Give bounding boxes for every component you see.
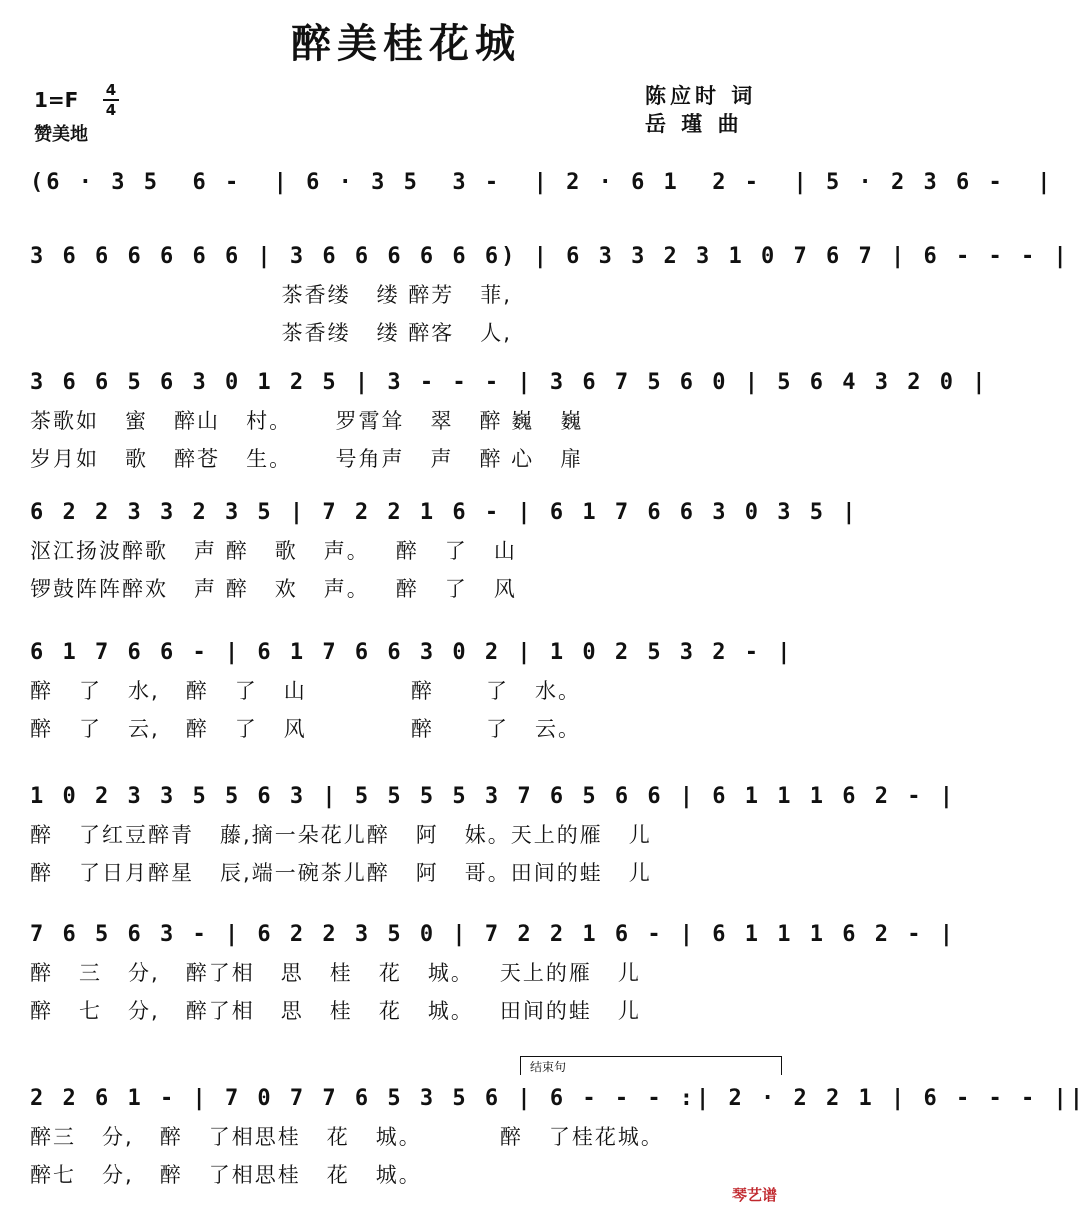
tempo-marking: 赞美地 bbox=[34, 124, 88, 145]
composer-credit: 岳 瑾 曲 bbox=[645, 112, 743, 136]
watermark-logo: 琴艺谱 bbox=[732, 1186, 778, 1204]
meter-top: 4 bbox=[105, 81, 117, 99]
song-title: 醉美桂花城 bbox=[291, 21, 521, 67]
lyric-line: 醉七 分, 醉 了相思桂 花 城。 bbox=[30, 1163, 422, 1187]
score-system bbox=[30, 236, 1070, 352]
lyric-line: 醉 了红豆醉青 藤,摘一朵花儿醉 阿 妹。天上的雁 儿 bbox=[30, 823, 652, 847]
lyric-line: 醉三 分, 醉 了相思桂 花 城。 醉 了桂花城。 bbox=[30, 1125, 664, 1149]
notation-line: 3 6 6 6 6 6 6 | 3 6 6 6 6 6 6) | 6 3 3 2 3 1 0 7 6 7 | 6 - - - | bbox=[30, 243, 1070, 269]
score-system bbox=[30, 914, 956, 1030]
score-system bbox=[30, 362, 989, 478]
ending-label: 结束句 bbox=[530, 1060, 567, 1074]
lyricist-credit: 陈应时 词 bbox=[645, 84, 757, 108]
time-signature bbox=[100, 82, 122, 118]
lyric-line: 茶歌如 蜜 醉山 村。 罗霄耸 翠 醉 巍 巍 bbox=[30, 409, 584, 433]
lyric-line: 茶香缕 缕 醉芳 菲, bbox=[30, 283, 512, 307]
score-system bbox=[30, 1078, 1086, 1194]
lyric-line: 醉 三 分, 醉了相 思 桂 花 城。 天上的雁 儿 bbox=[30, 961, 641, 985]
score-system bbox=[30, 492, 859, 608]
key-signature: 1=F bbox=[34, 88, 79, 112]
lyric-line: 醉 了 水, 醉 了 山 醉 了 水。 bbox=[30, 679, 581, 703]
score-system bbox=[30, 632, 794, 748]
lyric-line: 沤江扬波醉歌 声 醉 歌 声。 醉 了 山 bbox=[30, 539, 517, 563]
notation-line: 7 6 5 6 3 - | 6 2 2 3 5 0 | 7 2 2 1 6 - | 6 1 1 1 6 2 - | bbox=[30, 921, 956, 947]
notation-line: 6 2 2 3 3 2 3 5 | 7 2 2 1 6 - | 6 1 7 6 6 3 0 3 5 | bbox=[30, 499, 859, 525]
score-system bbox=[30, 776, 956, 892]
notation-line: 6 1 7 6 6 - | 6 1 7 6 6 3 0 2 | 1 0 2 5 3 2 - | bbox=[30, 639, 794, 665]
lyric-line: 茶香缕 缕 醉客 人, bbox=[30, 321, 512, 345]
notation-line: 3 6 6 5 6 3 0 1 2 5 | 3 - - - | 3 6 7 5 6 0 | 5 6 4 3 2 0 | bbox=[30, 369, 989, 395]
lyric-line: 醉 了 云, 醉 了 风 醉 了 云。 bbox=[30, 717, 581, 741]
lyric-line: 醉 七 分, 醉了相 思 桂 花 城。 田间的蛙 儿 bbox=[30, 999, 641, 1023]
notation-line: 2 2 6 1 - | 7 0 7 7 6 5 3 5 6 | 6 - - - :| 2 · 2 2 1 | 6 - - - || bbox=[30, 1085, 1086, 1111]
lyric-line: 醉 了日月醉星 辰,端一碗茶儿醉 阿 哥。田间的蛙 儿 bbox=[30, 861, 652, 885]
notation-line: (6 · 3 5 6 - | 6 · 3 5 3 - | 2 · 6 1 2 - | 5 · 2 3 6 - | bbox=[30, 169, 1054, 195]
lyric-line: 岁月如 歌 醉苍 生。 号角声 声 醉 心 扉 bbox=[30, 447, 584, 471]
meter-bottom: 4 bbox=[105, 101, 117, 119]
lyric-line: 锣鼓阵阵醉欢 声 醉 欢 声。 醉 了 风 bbox=[30, 577, 517, 601]
score-system bbox=[30, 162, 1054, 202]
notation-line: 1 0 2 3 3 5 5 6 3 | 5 5 5 5 3 7 6 5 6 6 | 6 1 1 1 6 2 - | bbox=[30, 783, 956, 809]
